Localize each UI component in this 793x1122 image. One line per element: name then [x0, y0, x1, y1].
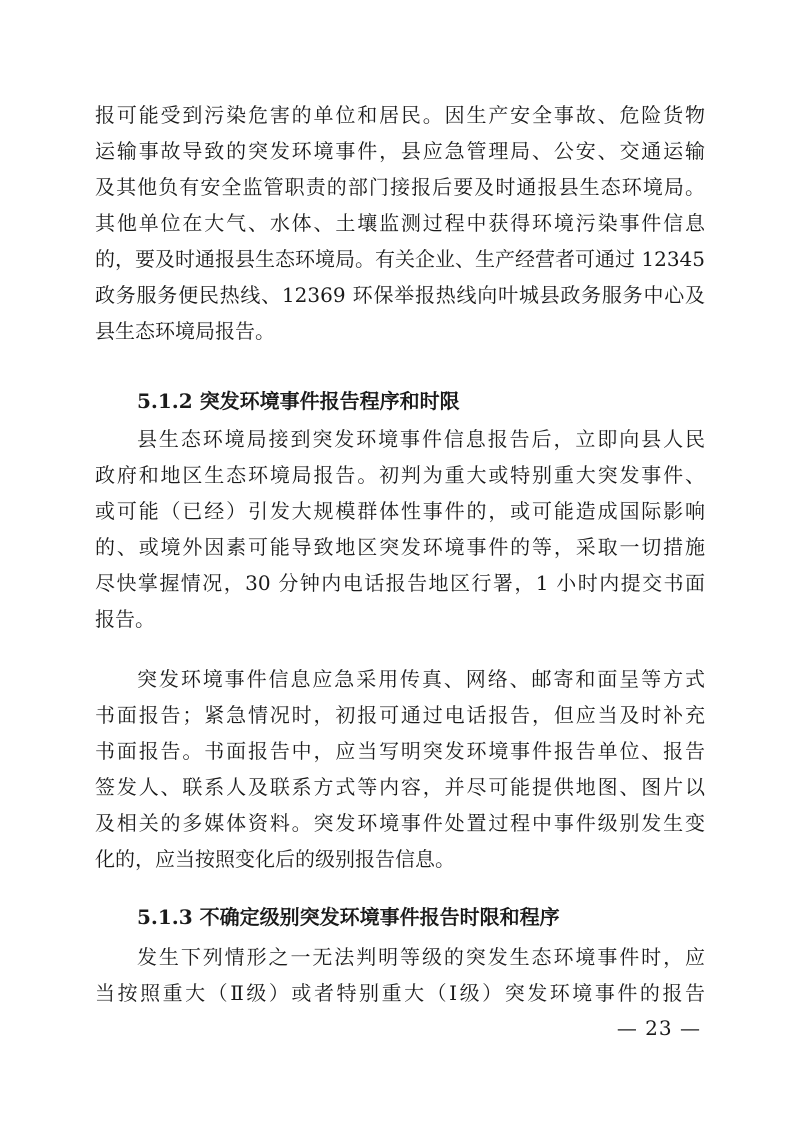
text-line: 政府和地区生态环境局报告。初判为重大或特别重大突发事件、: [95, 463, 705, 487]
page-number: — 23 —: [616, 1016, 701, 1040]
text-line: 及其他负有安全监管职责的部门接报后要及时通报县生态环境局。: [95, 175, 705, 199]
text-line: 报告。: [95, 607, 155, 631]
text-line: 县生态环境局报告。: [95, 319, 275, 343]
text-line: 的、或境外因素可能导致地区突发环境事件的等，采取一切措施: [95, 535, 705, 559]
text-line: 运输事故导致的突发环境事件，县应急管理局、公安、交通运输: [95, 139, 705, 163]
text-line: 化的，应当按照变化后的级别报告信息。: [95, 847, 455, 871]
text-line: 及相关的多媒体资料。突发环境事件处置过程中事件级别发生变: [95, 811, 705, 835]
text-line: 报可能受到污染危害的单位和居民。因生产安全事故、危险货物: [95, 103, 705, 127]
text-line: 突发环境事件信息应急采用传真、网络、邮寄和面呈等方式: [137, 667, 705, 691]
text-line: 或可能（已经）引发大规模群体性事件的，或可能造成国际影响: [95, 499, 705, 523]
paragraph-reporting-units: [95, 97, 705, 349]
text-line: 书面报告；紧急情况时，初报可通过电话报告，但应当及时补充: [95, 703, 705, 727]
text-line: 的，要及时通报县生态环境局。有关企业、生产经营者可通过 12345: [95, 247, 705, 271]
text-line: 发生下列情形之一无法判明等级的突发生态环境事件时，应: [137, 945, 705, 969]
paragraph-reporting-procedure: [95, 421, 705, 637]
paragraph-written-report: [95, 661, 705, 877]
text-line: 政务服务便民热线、12369 环保举报热线向叶城县政务服务中心及: [95, 283, 705, 307]
text-line: 其他单位在大气、水体、土壤监测过程中获得环境污染事件信息: [95, 211, 705, 235]
text-line: 尽快掌握情况，30 分钟内电话报告地区行署，1 小时内提交书面: [95, 571, 705, 595]
text-line: 签发人、联系人及联系方式等内容，并尽可能提供地图、图片以: [95, 775, 705, 799]
text-line: 县生态环境局接到突发环境事件信息报告后，立即向县人民: [137, 427, 705, 451]
text-line: 书面报告。书面报告中，应当写明突发环境事件报告单位、报告: [95, 739, 705, 763]
paragraph-uncertain-level: [95, 939, 705, 1011]
section-heading-5-1-2: 5.1.2 突发环境事件报告程序和时限: [137, 389, 460, 413]
section-heading-5-1-3: 5.1.3 不确定级别突发环境事件报告时限和程序: [137, 905, 560, 929]
text-line: 当按照重大（Ⅱ级）或者特别重大（Ⅰ级）突发环境事件的报告: [95, 981, 705, 1005]
